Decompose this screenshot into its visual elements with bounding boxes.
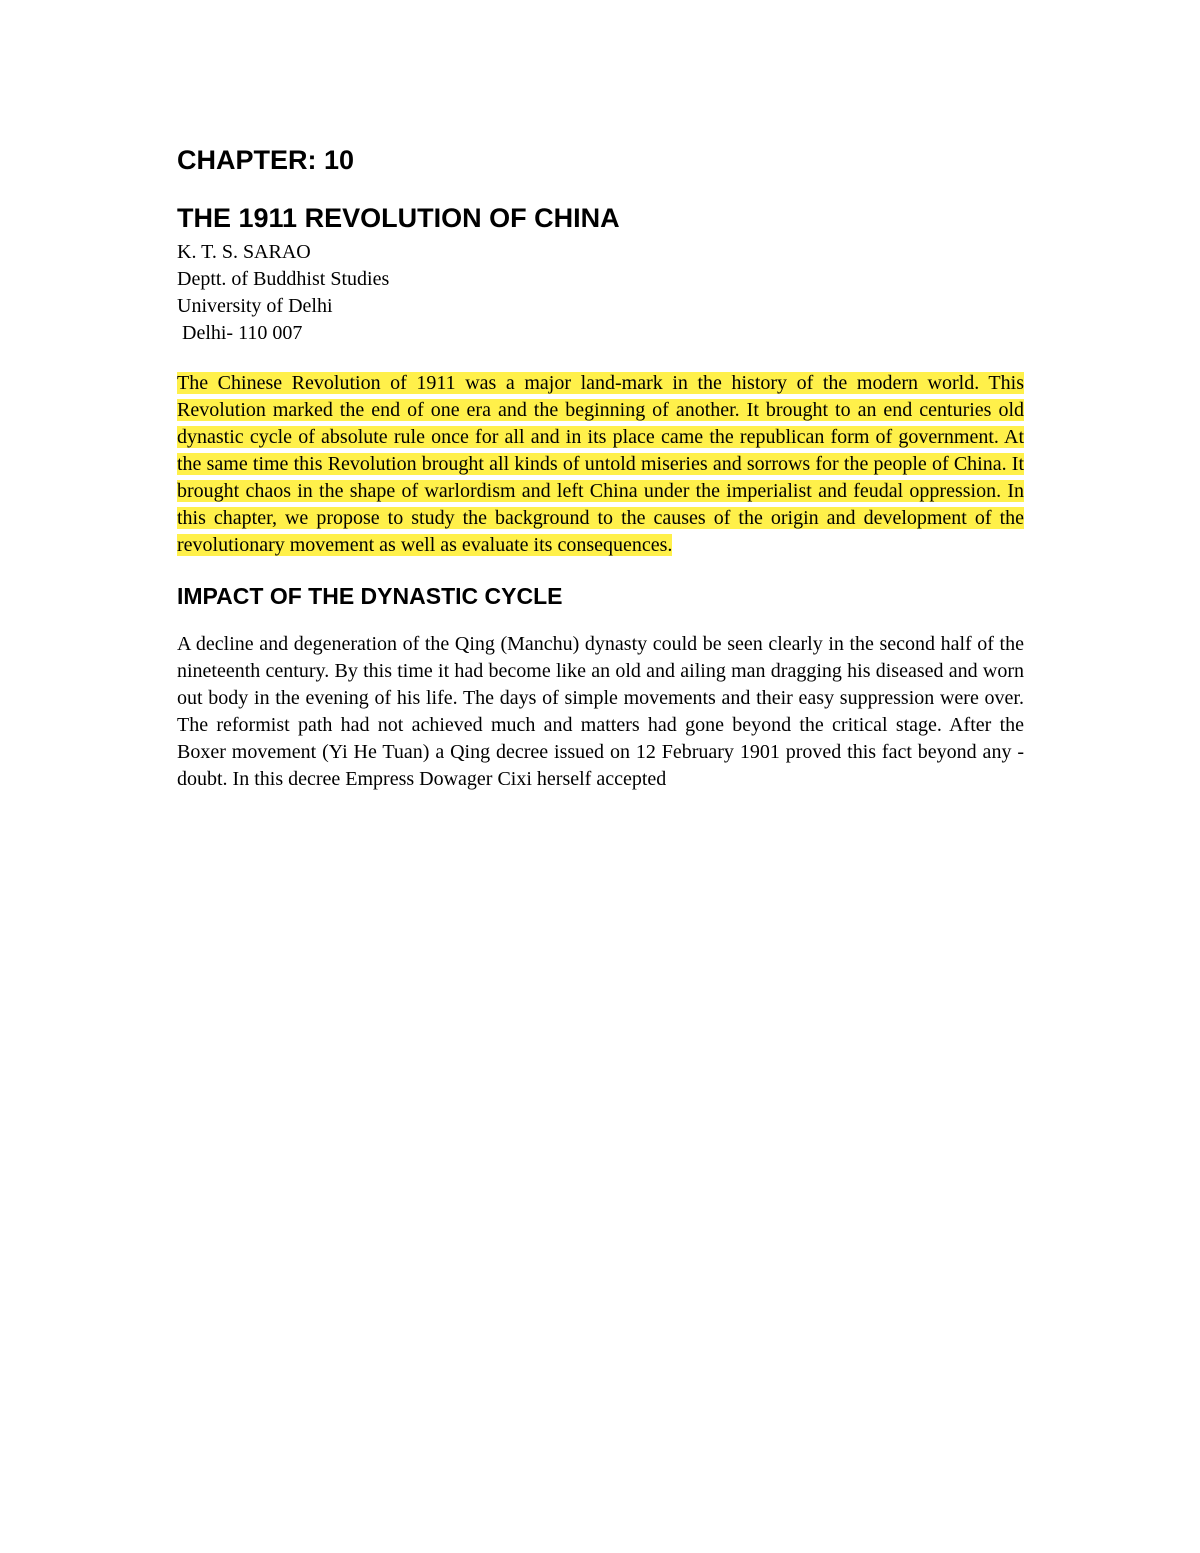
section-body-paragraph: A decline and degeneration of the Qing (Manchu) dynasty could be seen clearly in the second half of the nineteenth century. By this time it had become like an old and ailing man dragging his diseased and worn out body in the evening of his life. The days of simple movements and their easy suppression were over. The reformist path had not achieved much and matters had gone beyond the critical stage. After the Boxer movement (Yi He Tuan) a Qing decree issued on 12 February 1901 proved this fact beyond any -doubt. In this decree Empress Dowager Cixi herself accepted bbox=[177, 633, 1024, 790]
chapter-title: THE 1911 REVOLUTION OF CHINA bbox=[177, 203, 620, 233]
author-address: Delhi- 110 007 bbox=[177, 322, 303, 344]
section-heading: IMPACT OF THE DYNASTIC CYCLE bbox=[177, 583, 563, 609]
author-block bbox=[177, 239, 1024, 347]
highlighted-abstract-text: The Chinese Revolution of 1911 was a major land-mark in the history of the modern world. This Revolution marked the end of one era and the beginning of another. It brought to an end centuries old dynastic cycle of absolute rule once for all and in its place came the republican form of government. At the same time this Revolution brought all kinds of untold miseries and sorrows for the people of China. It brought chaos in the shape of warlordism and left China under the imperialist and feudal oppression. In this chapter, we propose to study the background to the causes of the origin and development of the revolutionary movement as well as evaluate its consequences. bbox=[177, 372, 1024, 556]
author-name: K. T. S. SARAO bbox=[177, 241, 311, 263]
page-content bbox=[177, 143, 1024, 813]
author-department: Deptt. of Buddhist Studies bbox=[177, 268, 390, 290]
chapter-label: CHAPTER: 10 bbox=[177, 145, 355, 175]
author-university: University of Delhi bbox=[177, 295, 333, 317]
abstract-paragraph bbox=[177, 370, 1024, 559]
